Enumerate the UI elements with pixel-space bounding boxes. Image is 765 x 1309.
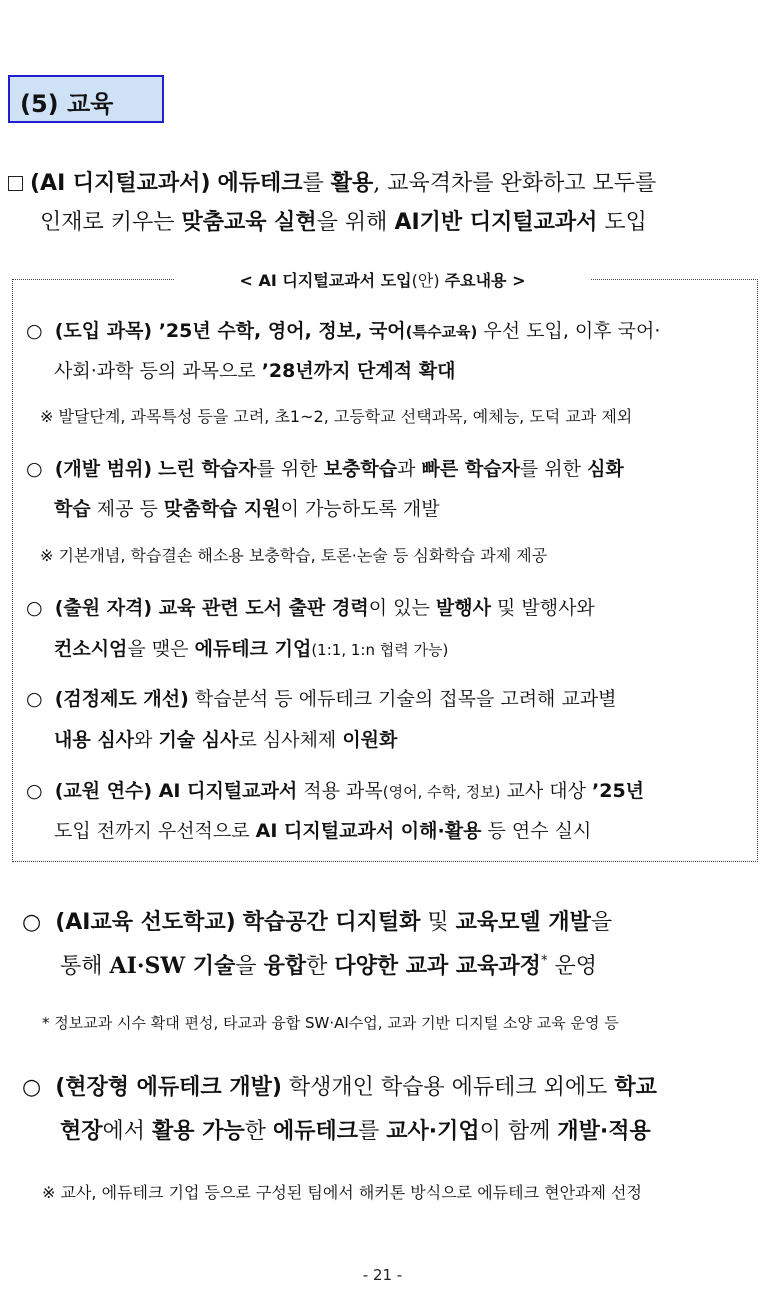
bullet-2-line-1: ○ (현장형 에듀테크 개발) 학생개인 학습용 에듀테크 외에도 학교	[22, 1075, 657, 1100]
box-item-2-line-1: ○ (개발 범위) 느린 학습자를 위한 보충학습과 빠른 학습자를 위한 심화	[26, 458, 624, 480]
bullet-1-line-2: 통해 AI·SW 기술을 융합한 다양한 교과 교육과정* 운영	[60, 953, 597, 979]
circle-bullet-icon: ○	[22, 910, 42, 935]
intro-line-1: (AI 디지털교과서) 에듀테크를 활용, 교육격차를 완화하고 모두를	[8, 166, 656, 197]
bullet-2-note: ※ 교사, 에듀테크 기업 등으로 구성된 팀에서 해커톤 방식으로 에듀테크 현안과제 선정	[42, 1183, 642, 1202]
circle-bullet-icon: ○	[26, 688, 43, 710]
box-item-5-line-1: ○ (교원 연수) AI 디지털교과서 적용 과목(영어, 수학, 정보) 교사 대상 ’25년	[26, 780, 645, 802]
box-item-4-line-2: 내용 심사와 기술 심사로 심사체제 이원화	[54, 729, 398, 751]
bullet-1-note: * 정보교과 시수 확대 편성, 타교과 융합 SW·AI수업, 교과 기반 디지털 소양 교육 운영 등	[42, 1014, 619, 1032]
box-item-3-line-1: ○ (출원 자격) 교육 관련 도서 출판 경력이 있는 발행사 및 발행사와	[26, 597, 595, 619]
bullet-2-line-2: 현장에서 활용 가능한 에듀테크를 교사·기업이 함께 개발·적용	[60, 1119, 651, 1144]
page-number: - 21 -	[362, 1266, 403, 1284]
circle-bullet-icon: ○	[26, 780, 43, 802]
box-item-2-line-2: 학습 제공 등 맞춤학습 지원이 가능하도록 개발	[54, 498, 440, 520]
section-title: (5) 교육	[20, 90, 114, 118]
box-item-1-note: ※ 발달단계, 과목특성 등을 고려, 초1~2, 고등학교 선택과목, 예체능, 도덕 교과 제외	[40, 407, 633, 426]
circle-bullet-icon: ○	[26, 320, 43, 342]
summary-box-heading: < AI 디지털교과서 도입(안) 주요내용 >	[175, 268, 590, 291]
box-item-3-line-2: 컨소시엄을 맺은 에듀테크 기업(1:1, 1:n 협력 가능)	[54, 638, 449, 660]
circle-bullet-icon: ○	[22, 1075, 42, 1100]
circle-bullet-icon: ○	[26, 458, 43, 480]
intro-line-2: 인재로 키우는 맞춤교육 실현을 위해 AI기반 디지털교과서 도입	[40, 210, 647, 235]
checkbox-square-icon	[8, 176, 23, 191]
box-item-1-line-2: 사회·과학 등의 과목으로 ’28년까지 단계적 확대	[54, 360, 456, 382]
box-item-2-note: ※ 기본개념, 학습결손 해소용 보충학습, 토론·논술 등 심화학습 과제 제공	[40, 546, 548, 565]
bullet-1-line-1: ○ (AI교육 선도학교) 학습공간 디지털화 및 교육모델 개발을	[22, 910, 613, 935]
box-item-1-line-1: ○ (도입 과목) ’25년 수학, 영어, 정보, 국어(특수교육) 우선 도입, 이후 국어·	[26, 320, 661, 342]
circle-bullet-icon: ○	[26, 597, 43, 619]
box-item-4-line-1: ○ (검정제도 개선) 학습분석 등 에듀테크 기술의 접목을 고려해 교과별	[26, 688, 617, 710]
box-item-5-line-2: 도입 전까지 우선적으로 AI 디지털교과서 이해·활용 등 연수 실시	[54, 820, 592, 842]
